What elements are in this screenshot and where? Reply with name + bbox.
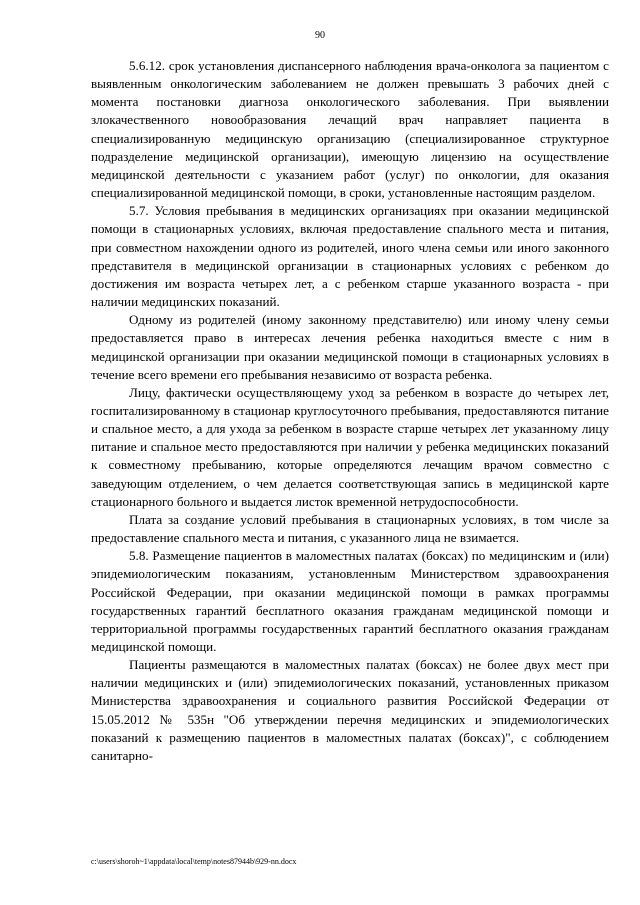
paragraph-patients-placement: Пациенты размещаются в маломестных палатах (боксах) не более двух мест при наличии медицинских и (или) эпидемиологических показаний, установленных приказом Министерства здравоохранения и социального развития Российской Федерации от 15.05.2012 № 535н "Об утверждении перечня медицинских и эпидемиологических показаний к размещению пациентов в маломестных палатах (боксах)", с соблюдением санитарно- [91, 657, 609, 763]
paragraph-5-7: 5.7. Условия пребывания в медицинских организациях при оказании медицинской помощи в стационарных условиях, включая предоставление спального места и питания, при совместном нахождении одного из родителей, иного члена семьи или иного законного представителя в медицинской организации в стационарных условиях с ребенком до достижения им возраста четырех лет, а с ребенком старше указанного возраста - при наличии медицинских показаний. [91, 203, 609, 310]
document-body [91, 57, 609, 765]
footer-file-path: c:\users\shoroh~1\appdata\local\temp\notes87944b\929-nn.docx [91, 857, 297, 866]
paragraph-parent-right: Одному из родителей (иному законному представителю) или иному члену семьи предоставляется право в интересах лечения ребенка находиться вместе с ним в медицинской организации при оказании медицинской помощи в стационарных условиях в течение всего времени его пребывания независимо от возраста ребенка. [91, 312, 609, 382]
paragraph-5-8: 5.8. Размещение пациентов в маломестных палатах (боксах) по медицинским и (или) эпидемиологическим показаниям, установленным Министерством здравоохранения Российской Федерации, при оказании медицинской помощи в рамках программы государственных гарантий бесплатного оказания гражданам медицинской помощи и территориальной программы государственных гарантий бесплатного оказания гражданам медицинской помощи. [91, 548, 609, 654]
paragraph-fee: Плата за создание условий пребывания в стационарных условиях, в том числе за предоставление спального места и питания, с указанного лица не взимается. [91, 511, 609, 546]
page-number: 90 [315, 30, 325, 41]
paragraph-5-6-12: 5.6.12. срок установления диспансерного наблюдения врача-онколога за пациентом с выявленным онкологическим заболеванием не должен превышать 3 рабочих дней с момента постановки диагноза онкологического заболевания. При выявлении злокачественного новообразования лечащий врач направляет пациента в специализированную медицинскую организацию (специализированное структурное подразделение медицинской организации), имеющую лицензию на осуществление медицинской деятельности с указанием работ (услуг) по онкологии, для оказания специализированной медицинской помощи, в сроки, установленные настоящим разделом. [91, 58, 609, 201]
paragraph-caregiver: Лицу, фактически осуществляющему уход за ребенком в возрасте до четырех лет, госпитализированному в стационар круглосуточного пребывания, предоставляются питание и спальное место, а для ухода за ребенком в возрасте старше четырех лет указанному лицу питание и спальное место предоставляются при наличии у ребенка медицинских показаний к совместному пребыванию, которые определяются лечащим врачом совместно с заведующим отделением, о чем делается соответствующая запись в медицинской карте стационарного больного и выдается листок временной нетрудоспособности. [91, 384, 609, 509]
